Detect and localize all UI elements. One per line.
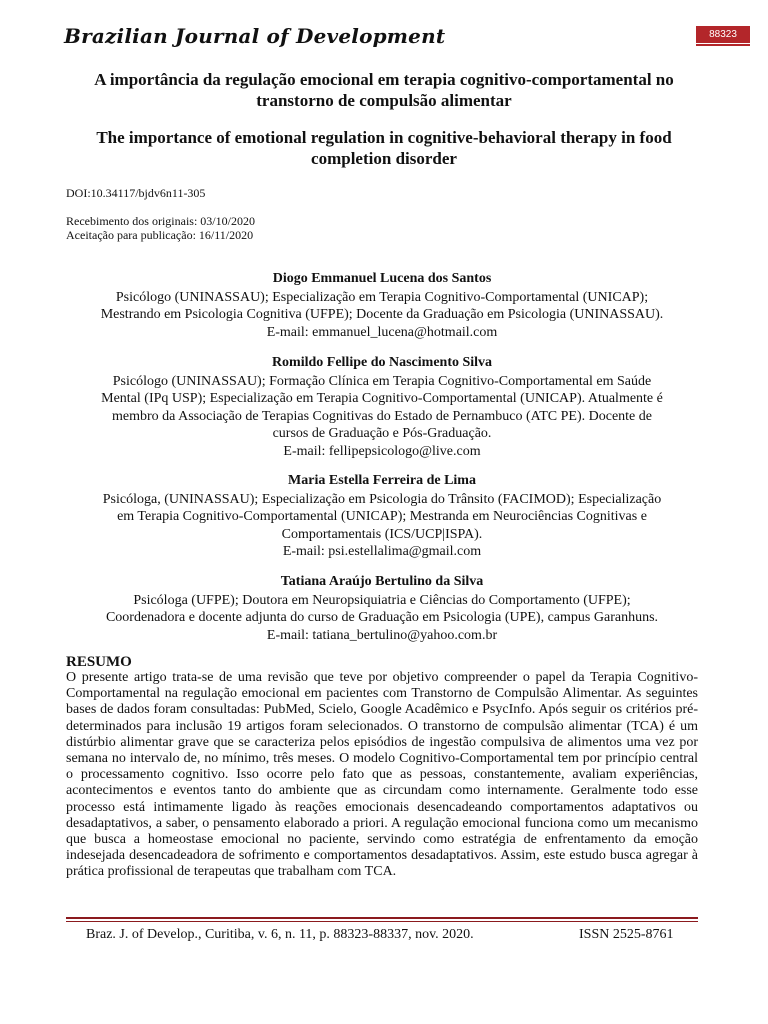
author-name: Tatiana Araújo Bertulino da Silva (280, 574, 484, 589)
author-affiliation: Coordenadora e docente adjunta do curso de Graduação em Psicologia (UPE), campus Garanhuns. (105, 610, 659, 625)
badge-underline (696, 44, 750, 46)
author-affiliation: Mental (IPq USP); Especialização em Terapia Cognitivo-Comportamental (UNICAP). Atualmente é (101, 391, 663, 406)
author-affiliation: Psicóloga (UFPE); Doutora em Neuropsiquiatria e Ciências do Comportamento (UFPE); (133, 592, 631, 608)
doi[interactable]: DOI:10.34117/bjdv6n11-305 (66, 186, 206, 200)
author-block (66, 472, 698, 561)
footer-issn: ISSN 2525-8761 (579, 927, 674, 942)
author-email[interactable]: E-mail: emmanuel_lucena@hotmail.com (266, 324, 498, 340)
page-number-badge: 88323 (696, 26, 750, 43)
received-date: Recebimento dos originais: 03/10/2020 (66, 214, 255, 228)
author-affiliation: cursos de Graduação e Pós-Graduação. (272, 426, 492, 441)
abstract-heading: RESUMO (66, 654, 132, 670)
footer-citation: Braz. J. of Develop., Curitiba, v. 6, n. 11, p. 88323-88337, nov. 2020. (86, 927, 474, 942)
author-block (66, 270, 698, 341)
author-affiliation: Psicóloga, (UNINASSAU); Especialização em Psicologia do Trânsito (FACIMOD); Especialização (102, 491, 662, 507)
author-affiliation: Mestrando em Psicologia Cognitiva (UFPE); Docente da Graduação em Psicologia (UNINASSAU). (100, 307, 664, 322)
author-email[interactable]: E-mail: tatiana_bertulino@yahoo.com.br (266, 627, 498, 643)
author-name: Romildo Fellipe do Nascimento Silva (271, 355, 493, 370)
journal-title: Brazilian Journal of Development (64, 24, 446, 48)
accepted-date: Aceitação para publicação: 16/11/2020 (66, 228, 254, 242)
footer-divider (66, 921, 698, 922)
author-affiliation: Psicólogo (UNINASSAU); Formação Clínica em Terapia Cognitivo-Comportamental em Saúde (112, 373, 652, 389)
article-title-english: The importance of emotional regulation in cognitive-behavioral therapy in food completion disorder (96, 128, 672, 168)
author-email[interactable]: E-mail: fellipepsicologo@live.com (283, 443, 481, 459)
author-block (66, 573, 698, 644)
author-affiliation: Psicólogo (UNINASSAU); Especialização em Terapia Cognitivo-Comportamental (UNICAP); (115, 289, 649, 305)
author-affiliation: em Terapia Cognitivo-Comportamental (UNICAP); Mestranda em Neurociências Cognitivas e (117, 509, 647, 524)
author-name: Maria Estella Ferreira de Lima (288, 473, 476, 488)
author-block (66, 354, 698, 460)
author-email[interactable]: E-mail: psi.estellalima@gmail.com (282, 544, 482, 559)
author-name: Diogo Emmanuel Lucena dos Santos (272, 271, 492, 286)
footer-divider (66, 917, 698, 919)
article-title-portuguese: A importância da regulação emocional em terapia cognitivo-comportamental no transtorno de compulsão alimentar (94, 70, 674, 110)
abstract-section (66, 654, 698, 881)
author-affiliation: Comportamentais (ICS/UCP|ISPA). (281, 526, 483, 542)
abstract-body: O presente artigo trata-se de uma revisão que teve por objetivo compreender o papel da Terapia Cognitivo-Comportamental na regulação emocional em pacientes com Transtorno de Compulsão Alimentar. As seguintes bases de dados foram consultadas: PubMed, Scielo, Google Acadêmico e PsycInfo. Após seguir os critérios pré-determinados para inclusão 19 artigos foram selecionados. O transtorno de compulsão alimentar (TCA) é um distúrbio alimentar grave que se caracteriza pelos episódios de ingestão compulsiva de alimentos uma vez por semana no intervalo de, no mínimo, três meses. O modelo Cognitivo-Comportamental tem por princípio central o processamento cognitivo. Isso ocorre pelo fato que as pessoas, constantemente, avaliam experiências, acontecimentos e eventos tanto do ambiente que as circundam como internamente. Geralmente todo esse processo está intimamente ligado às reações emocionais desencadeando comportamentos adaptativos ou desadaptativos, a saber, o pensamento elaborado a priori. A regulação emocional funciona como um mecanismo que busca a homeostase emocional no paciente, servindo como estratégia de enfrentamento da emoção indesejada desencadeadora de sofrimento e comportamentos desadaptativos. Assim, este estudo busca agregar à prática profissional de terapeutas que trabalham com TCA. (66, 670, 698, 880)
author-affiliation: membro da Associação de Terapias Cognitivas do Estado de Pernambuco (ATC PE). Docente de (112, 408, 652, 424)
